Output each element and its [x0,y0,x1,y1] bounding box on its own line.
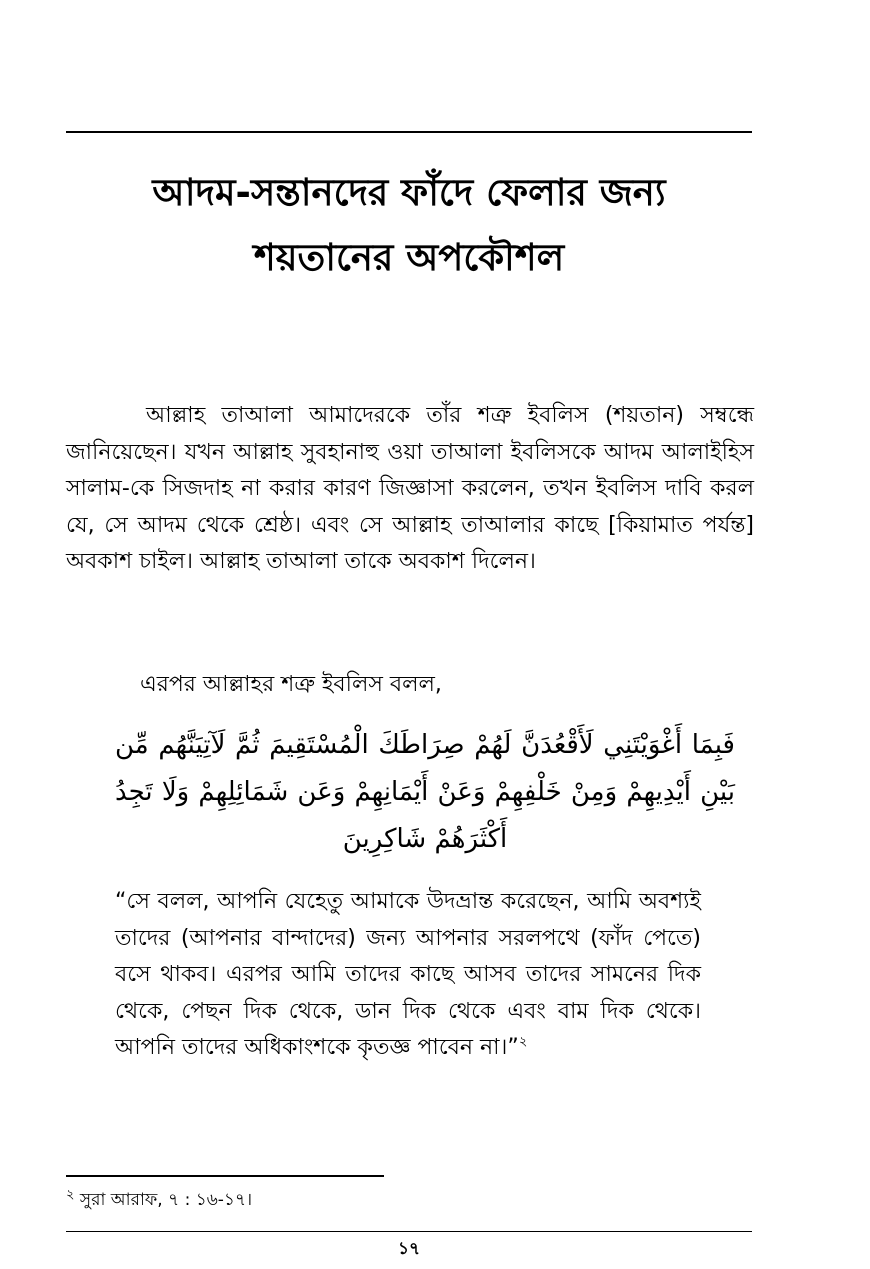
lead-in-paragraph: এরপর আল্লাহর শত্রু ইবলিস বলল, [140,672,442,697]
footnote-marker: ২ [66,1187,75,1203]
footnote [66,1187,252,1213]
footnote-reference[interactable]: ২ [518,1034,528,1050]
chapter-title-line-2: শয়তানের অপকৌশল [253,236,565,279]
arabic-verse: فَبِمَا أَغْوَيْتَنِي لَأَقْعُدَنَّ لَهُمْ صِرَاطَكَ الْمُسْتَقِيمَ ثُمَّ لَآتِيَنَّهُم مِّن بَيْنِ أَيْدِيهِمْ وَمِنْ خَلْفِهِمْ وَعَنْ أَيْمَانِهِمْ وَعَن شَمَائِلِهِمْ وَلَا تَجِدُ أَكْثَرَهُمْ شَاكِرِينَ [115,730,735,854]
header-rule [66,131,752,133]
chapter-title-line-1: আদম-সন্তানদের ফাঁদে ফেলার জন্য [152,171,666,214]
footer-rule [66,1231,752,1232]
verse-translation [115,884,701,1067]
footnote-rule [66,1175,384,1177]
footnote-text: সুরা আরাফ, ৭ : ১৬-১৭। [79,1190,253,1210]
verse-translation-text: “সে বলল, আপনি যেহেতু আমাকে উদভ্রান্ত করেছেন, আমি অবশ্যই তাদের (আপনার বান্দাদের) জন্য আপনার সরলপথে (ফাঁদ পেতে) বসে থাকব। এরপর আমি তাদের কাছে আসব তাদের সামনের দিক থেকে, পেছন দিক থেকে, ডান দিক থেকে এবং বাম দিক থেকে। আপনি তাদের অধিকাংশকে কৃতজ্ঞ পাবেন না।” [115,889,701,1060]
intro-paragraph: আল্লাহ তাআলা আমাদেরকে তাঁর শত্রু ইবলিস (শয়তান) সম্বন্ধে জানিয়েছেন। যখন আল্লাহ সুবহানাহু ওয়া তাআলা ইবলিসকে আদম আলাইহিস সালাম-কে সিজদাহ না করার কারণ জিজ্ঞাসা করলেন, তখন ইবলিস দাবি করল যে, সে আদম থেকে শ্রেষ্ঠ। এবং সে আল্লাহ তাআলার কাছে [কিয়ামাত পর্যন্ত] অবকাশ চাইল। আল্লাহ তাআলা তাকে অবকাশ দিলেন। [66,403,754,574]
page-number: ১৭ [397,1239,421,1259]
